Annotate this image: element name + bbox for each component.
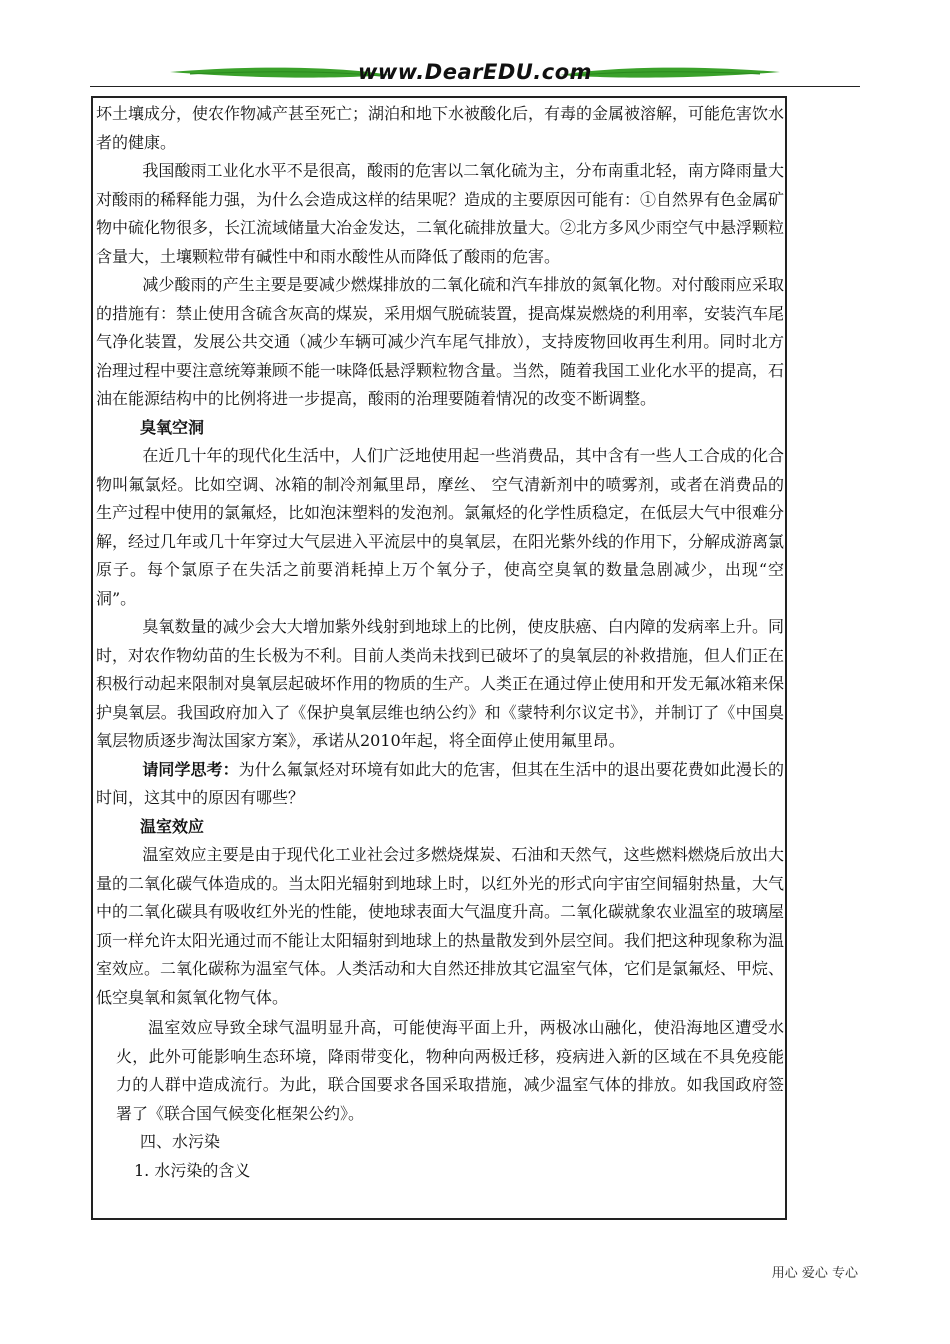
paragraph-ozone-effects: 臭氧数量的减少会大大增加紫外线射到地球上的比例，使皮肤癌、白内障的发病率上升。同时，对农作物幼苗的生长极为不利。目前人类尚未找到已破坏了的臭氧层的补救措施，但人们正在积极行动起来限制对臭氧层起破坏作用的物质的生产。人类正在通过停止使用和开发无氟冰箱来保护臭氧层。我国政府加入了《保护臭氧层维也纳公约》和《蒙特利尔议定书》，并制订了《中国臭氧层物质逐步淘汰国家方案》，承诺从2010年起，将全面停止使用氟里昂。 <box>96 617 785 750</box>
heading-ozone-hole: 臭氧空洞 <box>140 417 205 437</box>
paragraph-greenhouse-cause: 温室效应主要是由于现代化工业社会过多燃烧煤炭、石油和天然气，这些燃料燃烧后放出大量的二氧化碳气体造成的。当太阳光辐射到地球上时，以红外光的形式向宇宙空间辐射热量，大气中的二氧化碳具有吸收红外光的性能，使地球表面大气温度升高。二氧化碳就象农业温室的玻璃屋顶一样允许太阳光通过而不能让太阳辐射到地球上的热量散发到外层空间。我们把这种现象称为温室效应。二氧化碳称为温室气体。人类活动和大自然还排放其它温室气体，它们是氯氟烃、甲烷、低空臭氧和氮氧化物气体。 <box>96 845 785 1007</box>
list-item-water-pollution-meaning: 1. 水污染的含义 <box>134 1160 251 1180</box>
think-label: 请同学思考： <box>142 759 239 779</box>
heading-greenhouse: 温室效应 <box>140 816 205 836</box>
think-text: 为什么氟氯烃对环境有如此大的危害，但其在生活中的退出要花费如此漫长的时间，这其中的原因有哪些？ <box>96 759 784 807</box>
page-footer: 用心 爱心 专心 <box>771 1266 858 1281</box>
paragraph-cfc: 在近几十年的现代化生活中，人们广泛地使用起一些消费品，其中含有一些人工合成的化合物叫氟氯烃。比如空调、冰箱的制冷剂氟里昂，摩丝、 空气清新剂中的喷雾剂，或者在消费品的生产过程中使用的氯氟烃，比如泡沫塑料的发泡剂。氯氟烃的化学性质稳定，在低层大气中很难分解，经过几年或几十年穿过大气层进入平流层中的臭氧层，在阳光紫外线的作用下，分解成游离氯原子。每个氯原子在失活之前要消耗掉上万个氧分子，使高空臭氧的数量急剧减少，出现“空洞”。 <box>96 446 785 608</box>
header-rule <box>90 86 860 87</box>
site-header-banner <box>90 58 860 92</box>
paragraph-acid-rain-china: 我国酸雨工业化水平不是很高，酸雨的危害以二氧化硫为主，分布南重北轻，南方降雨量大对酸雨的稀释能力强，为什么会造成这样的结果呢？造成的主要原因可能有：①自然界有色金属矿物中硫化物很多，长江流域储量大冶金发达，二氧化硫排放量大。②北方多风少雨空气中悬浮颗粒含量大，土壤颗粒带有碱性中和雨水酸性从而降低了酸雨的危害。 <box>96 161 785 266</box>
section-water-pollution: 四、水污染 <box>140 1132 221 1151</box>
paragraph-greenhouse-effects: 温室效应导致全球气温明显升高，可能使海平面上升，两极冰山融化，使沿海地区遭受水火，此外可能影响生态环境，降雨带变化，物种向两极迁移，疫病进入新的区域在不具免疫能力的人群中造成流行。为此，联合国要求各国采取措施，减少温室气体的排放。如我国政府签署了《联合国气候变化框架公约》。 <box>116 1018 784 1123</box>
paragraph-acid-rain-measures: 减少酸雨的产生主要是要减少燃煤排放的二氧化硫和汽车排放的氮氧化物。对付酸雨应采取的措施有：禁止使用含硫含灰高的煤炭，采用烟气脱硫装置，提高煤炭燃烧的利用率，安装汽车尾气净化装置，发展公共交通（减少车辆可减少汽车尾气排放），支持废物回收再生利用。同时北方治理过程中要注意统筹兼顾不能一味降低悬浮颗粒物含量。当然，随着我国工业化水平的提高，石油在能源结构中的比例将进一步提高，酸雨的治理要随着情况的改变不断调整。 <box>96 275 785 408</box>
paragraph-soil-damage: 坏土壤成分，使农作物减产甚至死亡；湖泊和地下水被酸化后，有毒的金属被溶解，可能危害饮水者的健康。 <box>96 104 785 152</box>
document-body <box>96 100 784 1185</box>
paragraph-think-question <box>96 756 784 813</box>
site-logo-text: www.DearEDU.com <box>357 60 593 84</box>
